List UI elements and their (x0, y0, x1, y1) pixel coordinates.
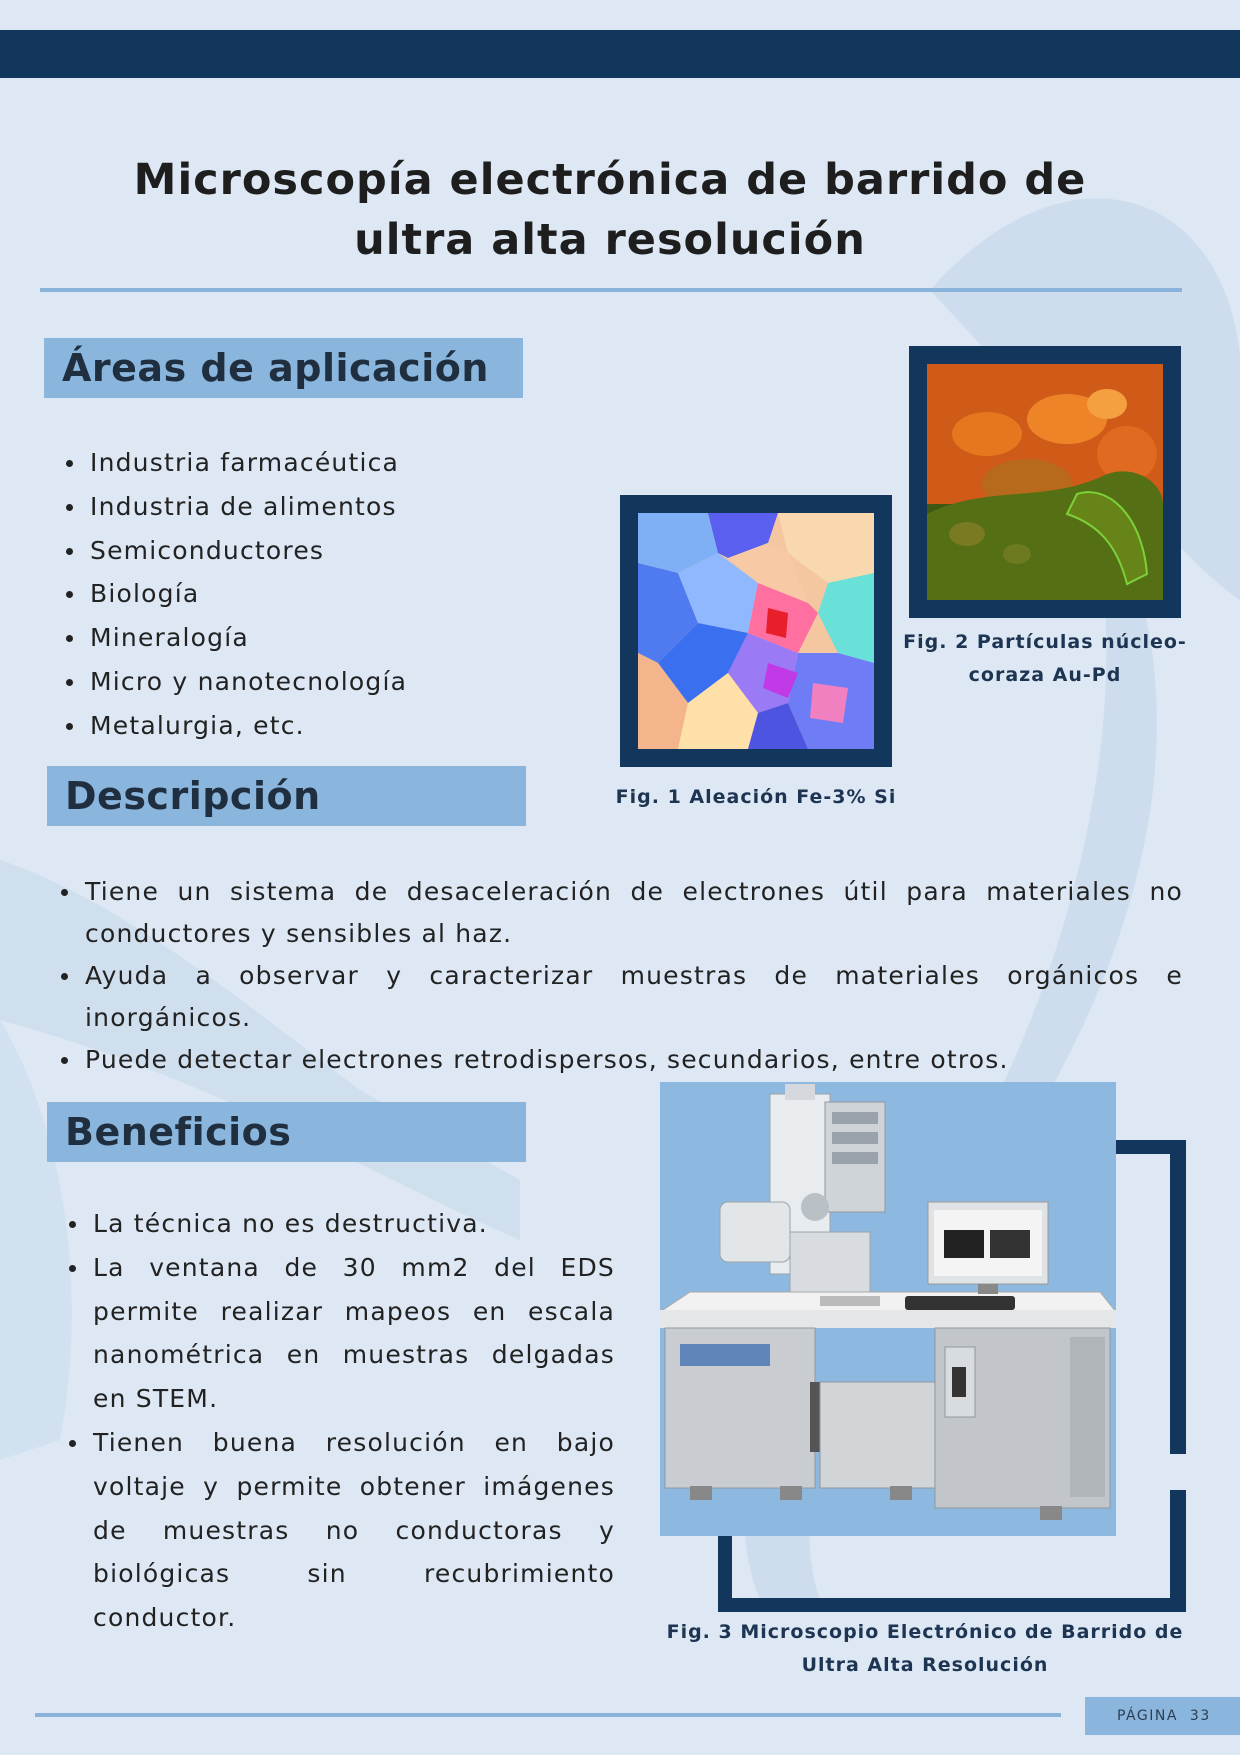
page-title-line2: ultra alta resolución (354, 215, 866, 265)
list-item: Biología (60, 572, 580, 616)
figure-1-image (638, 513, 874, 749)
figure-3-caption-line2: Ultra Alta Resolución (801, 1654, 1049, 1676)
figure-1-frame (620, 495, 892, 767)
footer-divider (35, 1713, 1061, 1717)
page-number-badge (1085, 1697, 1240, 1735)
page-title (60, 150, 1160, 270)
list-item: La ventana de 30 mm2 del EDS permite realizar mapeos en escala nanométrica en muestras delgadas en STEM. (63, 1246, 615, 1421)
benefits-list (63, 1202, 615, 1640)
figure-3-caption-line1: Fig. 3 Microscopio Electrónico de Barrido de (666, 1621, 1184, 1643)
list-item: Tiene un sistema de desaceleración de electrones útil para materiales no conductores y sensibles al haz. (55, 871, 1183, 955)
figure-2-image (927, 364, 1163, 600)
figure-3-image (660, 1082, 1116, 1536)
list-item: Mineralogía (60, 616, 580, 660)
benefits-heading: Beneficios (47, 1102, 526, 1162)
description-list (55, 871, 1183, 1081)
figure-2-caption-line1: Fig. 2 Partículas núcleo- (903, 631, 1187, 653)
figure-2-caption (900, 626, 1190, 692)
list-item: Micro y nanotecnología (60, 660, 580, 704)
list-item: Tienen buena resolución en bajo voltaje y permite obtener imágenes de muestras no conductoras y biológicas sin recubrimiento conductor. (63, 1421, 615, 1640)
areas-list (60, 441, 580, 748)
figure-3-frame-right-lower (1170, 1490, 1186, 1610)
list-item: Puede detectar electrones retrodispersos, secundarios, entre otros. (55, 1039, 1183, 1081)
list-item: La técnica no es destructiva. (63, 1202, 615, 1246)
figure-3-frame-left (718, 1530, 732, 1612)
figure-2-frame (909, 346, 1181, 618)
page-number: 33 (1189, 1708, 1211, 1724)
page-label: PÁGINA (1117, 1708, 1178, 1724)
list-item: Metalurgia, etc. (60, 704, 580, 748)
list-item: Industria farmacéutica (60, 441, 580, 485)
figure-2-caption-line2: coraza Au-Pd (968, 664, 1122, 686)
page-title-line1: Microscopía electrónica de barrido de (133, 155, 1087, 205)
figure-3-frame-right-upper (1170, 1140, 1186, 1454)
list-item: Ayuda a observar y caracterizar muestras de materiales orgánicos e inorgánicos. (55, 955, 1183, 1039)
list-item: Industria de alimentos (60, 485, 580, 529)
figure-3-caption (660, 1616, 1190, 1682)
top-banner (0, 30, 1240, 78)
title-divider (40, 288, 1182, 292)
description-heading: Descripción (47, 766, 526, 826)
areas-heading: Áreas de aplicación (44, 338, 523, 398)
figure-3-frame-bottom (718, 1598, 1186, 1612)
list-item: Semiconductores (60, 529, 580, 573)
figure-1-caption: Fig. 1 Aleación Fe-3% Si (615, 786, 897, 808)
